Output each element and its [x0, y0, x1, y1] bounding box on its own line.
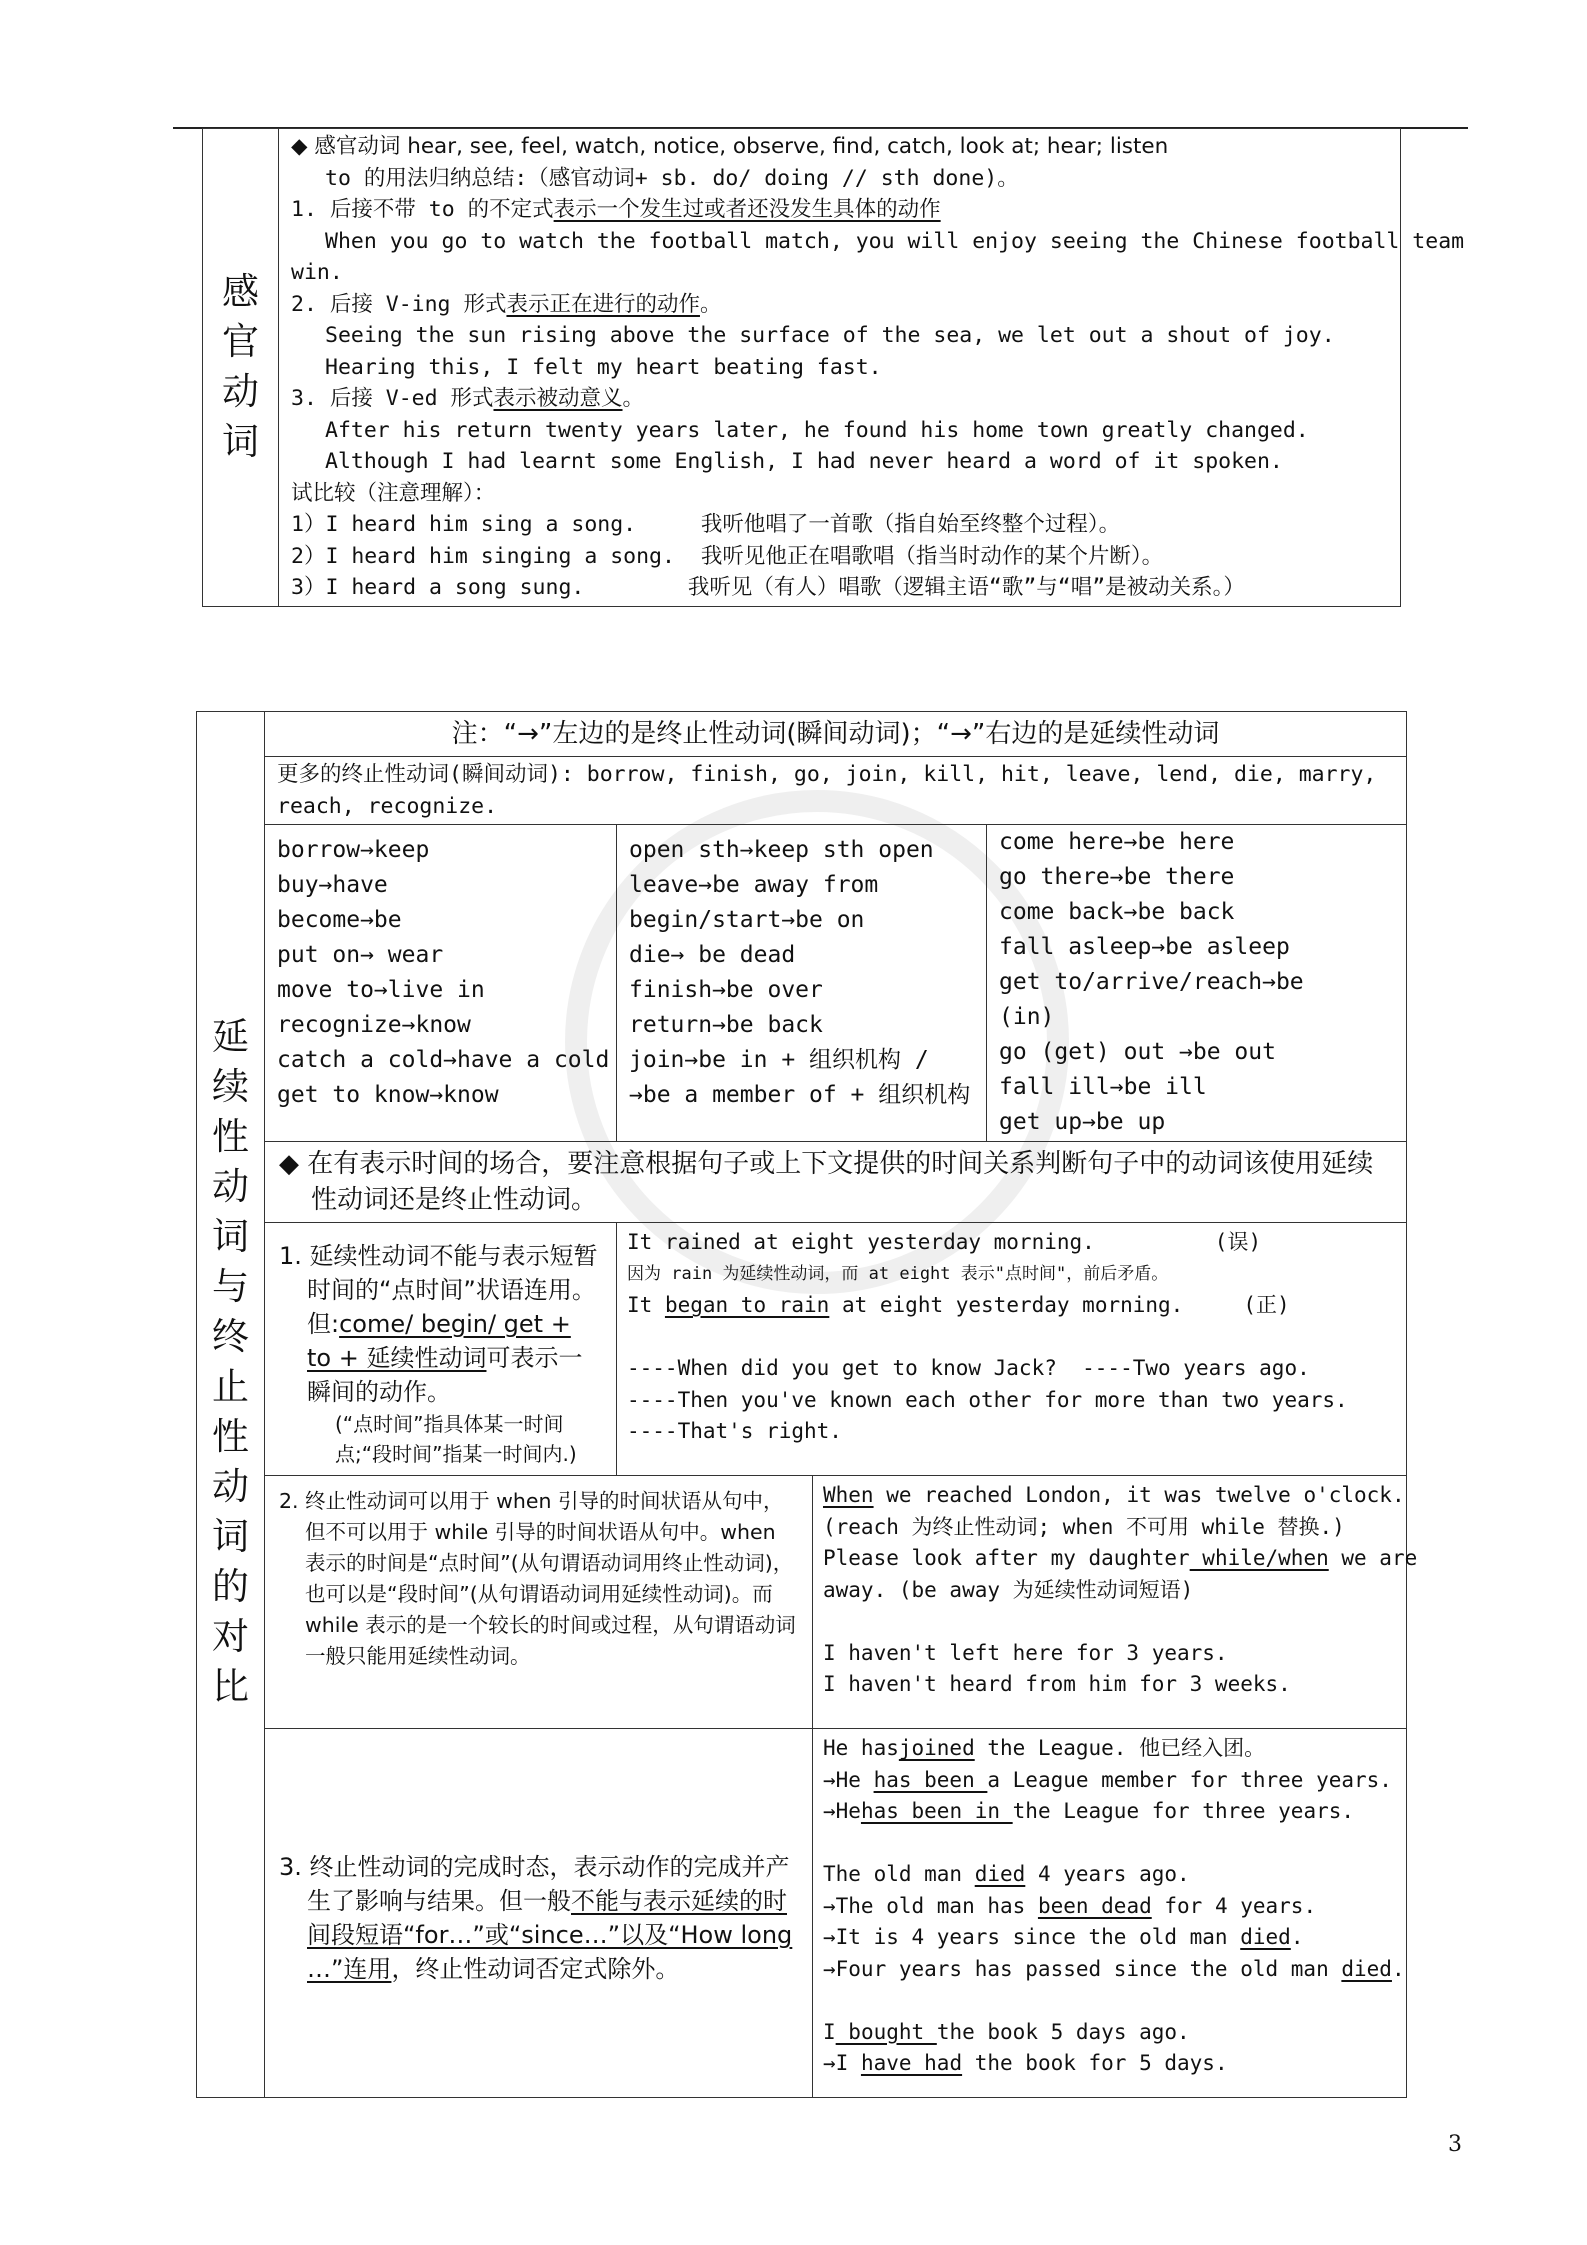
- ex: [823, 1480, 1405, 1512]
- ex-text: for 4 years.: [1151, 1893, 1317, 1918]
- ex-text: →It is 4 years since the old man: [823, 1925, 1241, 1949]
- pair: (in): [999, 1004, 1055, 1030]
- ex: ----That's right.: [627, 1419, 842, 1443]
- ex-text: →He: [823, 1767, 874, 1792]
- ex-a: Please look after my daughter: [823, 1546, 1190, 1570]
- label-char: 止: [212, 1365, 249, 1408]
- rule-3a: 3. 终止性动词的完成时态，表示动作的完成并产生了影响与结果。但一般: [279, 1853, 790, 1915]
- section1-label-text: [203, 267, 278, 467]
- line-2: to 的用法归纳总结:（感官动词+ sb. do/ doing // sth done)。: [325, 165, 1019, 191]
- verb-pairs-col2: [617, 825, 987, 1142]
- label-char: 动: [212, 1165, 249, 1208]
- rule-3b: ，终止性动词否定式除外。: [391, 1955, 680, 1983]
- verb-comparison-table: [196, 711, 1418, 2098]
- section2-label-text: [197, 1012, 264, 1712]
- section1-label: [203, 129, 279, 607]
- label-char: 感: [222, 270, 259, 314]
- label-char: 动: [222, 370, 259, 414]
- line-9: [291, 383, 1390, 415]
- line-9b: 。: [622, 386, 645, 411]
- pair: recognize→know: [277, 1012, 471, 1038]
- section2-label: [197, 712, 265, 2098]
- line-10: After his return twenty years later, he found his home town greatly changed.: [325, 417, 1309, 443]
- line-12: 试比较（注意理解）：: [291, 480, 496, 506]
- tip-box: [265, 1142, 1407, 1223]
- spacer: [823, 1985, 1396, 2017]
- line-3a: 1. 后接不带 to 的不定式: [291, 197, 554, 222]
- pair: buy→have: [277, 872, 388, 898]
- verb-pairs-col1: [265, 825, 617, 1142]
- line-15: 3）I heard a song sung. 我听见（有人）唱歌（逻辑主语“歌”与“唱”是被动关系。）: [291, 575, 1245, 600]
- ex: [823, 2017, 1396, 2049]
- ex: [823, 1796, 1396, 1828]
- ex-text: .: [1391, 1956, 1405, 1981]
- ex-b: at eight yesterday morning.: [829, 1293, 1184, 1317]
- rule-1b: 可表示一瞬间的动作。: [307, 1344, 583, 1406]
- ex-u: bought: [835, 2019, 937, 2044]
- line-8: Hearing this, I felt my heart beating fast.: [325, 354, 882, 380]
- rule-2-examples: [813, 1476, 1418, 1729]
- label-char: 词: [212, 1515, 249, 1558]
- ex-b: we reached London, it was twelve o'clock.: [873, 1483, 1405, 1507]
- ex-text: a League member for three years.: [987, 1767, 1392, 1792]
- line-1: ◆ 感官动词 hear, see, feel, watch, notice, observe, find, catch, look at; hear; listen: [291, 134, 1169, 159]
- more-verbs-text: 更多的终止性动词(瞬间动词): borrow, finish, go, join, kill, hit, leave, lend, die, marry, reach, recognize.: [277, 762, 1377, 819]
- ex-text: the League for three years.: [1012, 1799, 1355, 1823]
- ex: [823, 1922, 1396, 1954]
- ex-text: the League. 他已经入团。: [974, 1736, 1266, 1760]
- pair: go there→be there: [999, 864, 1235, 890]
- label-char: 性: [212, 1415, 249, 1458]
- ex: [627, 1227, 1396, 1259]
- ex-text: The old man: [823, 1862, 975, 1886]
- rule-1-text: [279, 1239, 602, 1469]
- ex: away. (be away 为延续性动词短语): [823, 1577, 1194, 1602]
- ex: (reach 为终止性动词; when 不可用 while 替换.): [823, 1514, 1345, 1539]
- pair: get to/arrive/reach→be: [999, 969, 1304, 995]
- ex: ----Then you've known each other for more than two years.: [627, 1387, 1348, 1412]
- ex-text: the book for 5 days.: [962, 2051, 1228, 2075]
- ex-text: He has: [823, 1736, 899, 1760]
- label-char: 终: [212, 1315, 249, 1358]
- rule-3: [265, 1729, 813, 2098]
- line-9a: 3. 后接 V-ed 形式: [291, 386, 494, 411]
- more-verbs: [265, 757, 1407, 825]
- rule-1a: 1. 延续性动词不能与表示短暂时间的“点时间”状语连用。但:: [279, 1242, 598, 1338]
- line-7: Seeing the sun rising above the surface of the sea, we let out a shout of joy.: [325, 323, 1335, 348]
- ex: [823, 2048, 1396, 2080]
- pair: put on→ wear: [277, 942, 444, 968]
- line-13: 1）I heard him sing a song. 我听他唱了一首歌（指自始至终整个过程）。: [291, 512, 1121, 537]
- ex-text: the book 5 days ago.: [936, 2019, 1190, 2044]
- ex-text: 4 years ago.: [1025, 1862, 1190, 1886]
- spacer: [823, 1606, 1396, 1638]
- verb-pairs-col3: [987, 825, 1407, 1142]
- pair: move to→live in: [277, 977, 485, 1003]
- rule-3-examples: [813, 1729, 1407, 2098]
- ex: 因为 rain 为延续性动词，而 at eight 表示"点时间"，前后矛盾。: [627, 1263, 1169, 1284]
- ex-u: while/when: [1189, 1546, 1329, 1570]
- label-char: 对: [212, 1615, 249, 1658]
- line-3u: 表示一个发生过或者还没发生具体的动作: [553, 197, 941, 222]
- rule-3-text: [279, 1850, 798, 1986]
- ex-u: began to rain: [664, 1293, 830, 1317]
- ex: [823, 1543, 1418, 1575]
- pair: die→ be dead: [629, 942, 796, 968]
- spacer: [627, 1322, 1396, 1354]
- pair: get to know→know: [277, 1082, 499, 1108]
- ex: [627, 1290, 1396, 1322]
- ex-text: I: [823, 2019, 836, 2044]
- label-char: 与: [212, 1265, 249, 1308]
- pair: begin/start→be on: [629, 907, 865, 933]
- line-11: Although I had learnt some English, I had never heard a word of it spoken.: [325, 449, 1283, 474]
- pair: fall ill→be ill: [999, 1074, 1207, 1100]
- pair: become→be: [277, 907, 402, 933]
- ex-u: has been in: [860, 1799, 1013, 1823]
- pair: get up→be up: [999, 1109, 1166, 1135]
- line-4: When you go to watch the football match, you will enjoy seeing the Chinese football team: [325, 228, 1465, 254]
- label-char: 比: [212, 1665, 249, 1708]
- rule-2-text: 2. 终止性动词可以用于 when 引导的时间状语从句中，但不可以用于 while 引导的时间状语从句中。when 表示的时间是“点时间”(从句谓语动词用终止性动词)，也可以是“段时间”(从句谓语动词用延续性动词)。而 while 表示的是一个较长的时间或过程，从句谓语动词一般只能用延续性动词。: [279, 1489, 796, 1668]
- line-6a: 2. 后接 V-ing 形式: [291, 291, 507, 317]
- label-char: 续: [212, 1065, 249, 1108]
- ex-text: .: [1290, 1925, 1304, 1949]
- ex: [823, 1954, 1405, 1986]
- rule-2: [265, 1476, 813, 1729]
- pair: open sth→keep sth open: [629, 837, 934, 863]
- ex-u: When: [823, 1483, 874, 1507]
- ex-u: joined: [898, 1736, 975, 1760]
- pair: catch a cold→have a cold: [277, 1047, 610, 1073]
- label-char: 词: [212, 1215, 249, 1258]
- rule-1u: come/ begin/ get + to + 延续性动词: [307, 1310, 571, 1372]
- pair: return→be back: [629, 1012, 823, 1038]
- sense-verbs-table: [202, 128, 1465, 607]
- ex-text: →The old man has: [823, 1893, 1038, 1918]
- ex: [823, 1859, 1396, 1891]
- rule-1-note: (“点时间”指具体某一时间点;“段时间”指某一时间内.): [335, 1412, 577, 1466]
- ex-text: →Four years has passed since the old man: [823, 1956, 1342, 1981]
- ex-u: died: [974, 1862, 1026, 1886]
- ex-b: we are: [1328, 1546, 1418, 1570]
- line-9u: 表示被动意义: [493, 386, 623, 411]
- pair: leave→be away from: [629, 872, 879, 898]
- rule-1-examples: [617, 1223, 1407, 1476]
- ex-u: died: [1341, 1956, 1392, 1981]
- label-char: 词: [222, 420, 259, 464]
- ex: ----When did you get to know Jack? ----Two years ago.: [627, 1356, 1310, 1380]
- spacer: [823, 1828, 1396, 1860]
- ex: I haven't left here for 3 years.: [823, 1640, 1228, 1665]
- pair: join→be in + 组织机构 /: [629, 1047, 929, 1073]
- pair: →be a member of + 组织机构: [629, 1082, 971, 1108]
- label-char: 官: [222, 320, 259, 364]
- ex: [823, 1765, 1396, 1797]
- rule-3u: 不能与表示延续的时间段短语“for…”或“since…”以及“How long …”连用: [307, 1887, 793, 1983]
- ex-mark: (误): [1214, 1230, 1262, 1254]
- ex-text: →He: [823, 1799, 861, 1823]
- pair: finish→be over: [629, 977, 823, 1003]
- line-6: [291, 289, 1390, 321]
- label-char: 动: [212, 1465, 249, 1508]
- line-5: win.: [291, 260, 343, 285]
- section1-content: [279, 129, 1465, 607]
- ex-u: has been: [873, 1767, 988, 1792]
- line-6b: 。: [699, 291, 722, 317]
- ex-mark: (正): [1243, 1293, 1290, 1317]
- ex: [823, 1891, 1396, 1923]
- pair: go (get) out →be out: [999, 1039, 1276, 1065]
- page-number: 3: [1448, 2132, 1462, 2157]
- line-14: 2）I heard him singing a song. 我听见他正在唱歌唱（指当时动作的某个片断）。: [291, 543, 1164, 569]
- ex-text: It rained at eight yesterday morning.: [627, 1230, 1095, 1254]
- pair: fall asleep→be asleep: [999, 934, 1290, 960]
- line-3: [291, 194, 1390, 226]
- label-char: 性: [212, 1115, 249, 1158]
- ex-u: been dead: [1037, 1893, 1152, 1918]
- tip-text: ◆ 在有表示时间的场合，要注意根据句子或上下文提供的时间关系判断句子中的动词该使用延续性动词还是终止性动词。: [279, 1149, 1374, 1215]
- pair: come back→be back: [999, 899, 1235, 925]
- ex-u: died: [1240, 1925, 1291, 1949]
- pair: borrow→keep: [277, 837, 430, 863]
- label-char: 延: [212, 1015, 249, 1058]
- ex-a: It: [627, 1293, 665, 1317]
- ex: I haven't heard from him for 3 weeks.: [823, 1672, 1291, 1696]
- ex-text: →I: [823, 2051, 861, 2075]
- section2-header: 注：“→”左边的是终止性动词(瞬间动词)；“→”右边的是延续性动词: [265, 712, 1407, 757]
- ex: [823, 1733, 1396, 1765]
- line-6u: 表示正在进行的动作: [506, 291, 700, 317]
- ex-u: have had: [860, 2051, 963, 2075]
- label-char: 的: [212, 1565, 249, 1608]
- rule-1: [265, 1223, 617, 1476]
- pair: come here→be here: [999, 829, 1235, 855]
